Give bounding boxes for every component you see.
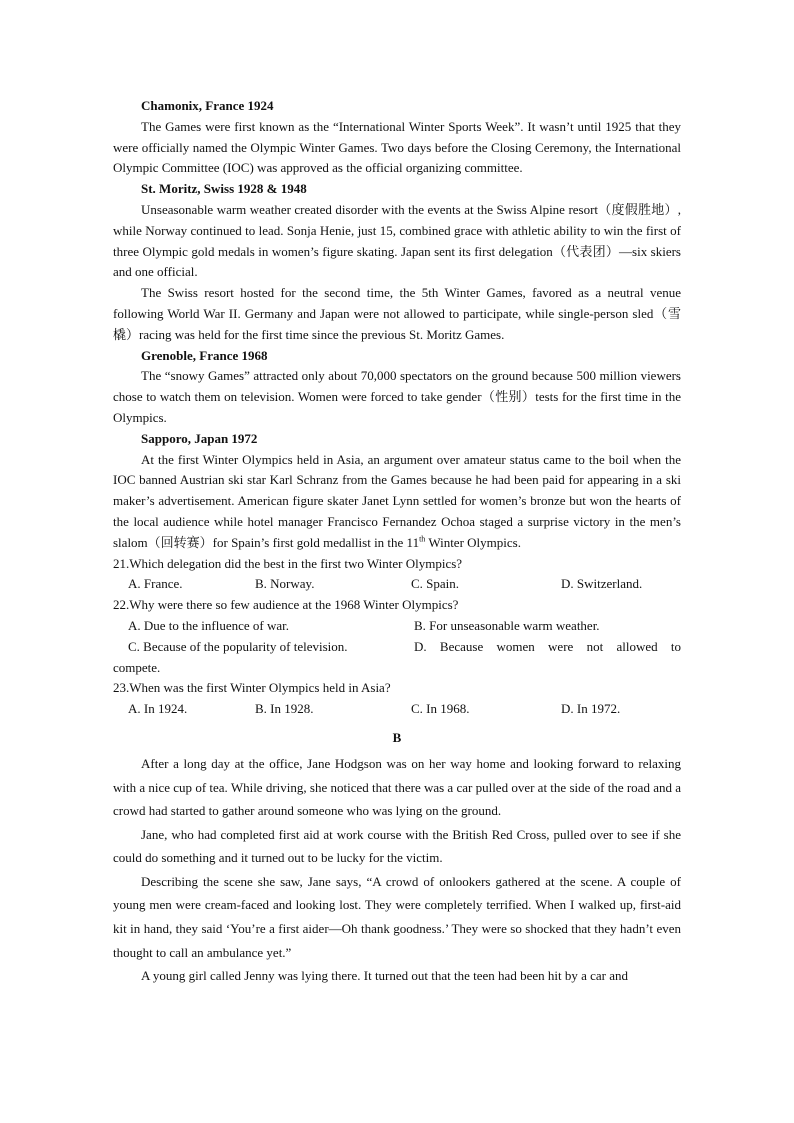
paragraph-sapporo (113, 450, 681, 554)
option-a: A. Due to the influence of war. (128, 617, 290, 633)
paragraph-b-1: After a long day at the office, Jane Hodgson was on her way home and looking forward to relaxing with a nice cup of tea. While driving, she noticed that there was a car pulled over at the side of the road and a crowd had started to gather around someone who was lying on the ground. (113, 755, 681, 819)
option-b: B. In 1928. (255, 701, 314, 717)
document-page (113, 96, 681, 988)
option-c: C. Because of the popularity of television. (128, 638, 348, 654)
option-d: D. In 1972. (561, 701, 621, 717)
section-b-label: B (392, 729, 402, 745)
question-22: 22.Why were there so few audience at the 1968 Winter Olympics? (113, 597, 459, 613)
question-21-options (113, 574, 681, 595)
option-c: C. Spain. (411, 576, 460, 592)
option-a: A. France. (128, 576, 183, 592)
heading-st-moritz: St. Moritz, Swiss 1928 & 1948 (141, 181, 307, 197)
heading-chamonix: Chamonix, France 1924 (141, 98, 274, 113)
option-d: D. Switzerland. (561, 576, 643, 592)
paragraph-b-3: Describing the scene she saw, Jane says, “A crowd of onlookers gathered at the scene. A couple of young men were cream-faced and looking lost. They were completely terrified. When I walked up, first-aid kit in hand, they said ‘You’re a first aider—Oh thank goodness.’ They were so shocked that they hadn’t even thought to call an ambulance yet.” (113, 873, 681, 960)
question-22-options-row-2 (113, 637, 681, 658)
option-b: B. For unseasonable warm weather. (414, 617, 600, 633)
heading-grenoble: Grenoble, France 1968 (141, 347, 268, 363)
option-a: A. In 1924. (128, 701, 188, 717)
question-22-options-row-1 (113, 616, 681, 637)
sapporo-text-sup: th (419, 534, 426, 544)
paragraph-chamonix: The Games were first known as the “International Winter Sports Week”. It wasn’t until 1925 that they were officially named the Olympic Winter Games. Two days before the Closing Ceremony, the International Olympic Committee (IOC) was approved as the official organizing committee. (113, 118, 681, 176)
option-c: C. In 1968. (411, 701, 470, 717)
question-23-options (113, 699, 681, 720)
paragraph-b-4: A young girl called Jenny was lying there. It turned out that the teen had been hit by a car and (141, 968, 628, 984)
paragraph-grenoble: The “snowy Games” attracted only about 70,000 spectators on the ground because 500 million viewers chose to watch them on television. Women were forced to take gender（性别）tests for the first time in the Olympics. (113, 368, 681, 425)
heading-sapporo: Sapporo, Japan 1972 (141, 430, 258, 446)
paragraph-b-2: Jane, who had completed first aid at work course with the British Red Cross, pulled over to see if she could do something and it turned out to be lucky for the victim. (113, 826, 681, 866)
sapporo-text-main: At the first Winter Olympics held in Asia, an argument over amateur status came to the boil when the IOC banned Austrian ski star Karl Schranz from the Games because he had been paid for appearing in a ski maker’s advertisement. American figure skater Janet Lynn settled for women’s bronze but won the hearts of the local audience while hotel manager Francisco Fernandez Ochoa staged a surprise victory in the men’s slalom（回转赛）for Spain’s first gold medallist in the 11 (113, 451, 681, 550)
sapporo-text-end: Winter Olympics. (425, 534, 521, 550)
paragraph-st-moritz-1: Unseasonable warm weather created disorder with the events at the Swiss Alpine resort（度假胜地）, while Norway continued to lead. Sonja Henie, just 15, combined grace with athletic ability to win the first of three Olympic gold medals in women’s figure skating. Japan sent its first delegation（代表团）—six skiers and one official. (113, 201, 681, 280)
question-22-option-d-continuation: compete. (113, 659, 161, 675)
question-21: 21.Which delegation did the best in the first two Winter Olympics? (113, 555, 463, 571)
paragraph-st-moritz-2: The Swiss resort hosted for the second time, the 5th Winter Games, favored as a neutral venue following World War II. Germany and Japan were not allowed to participate, while single-person sled（雪橇）racing was held for the first time since the previous St. Moritz Games. (113, 285, 681, 342)
option-d: D. Because women were not allowed to (414, 638, 681, 654)
option-b: B. Norway. (255, 576, 315, 592)
question-23: 23.When was the first Winter Olympics held in Asia? (113, 680, 391, 696)
